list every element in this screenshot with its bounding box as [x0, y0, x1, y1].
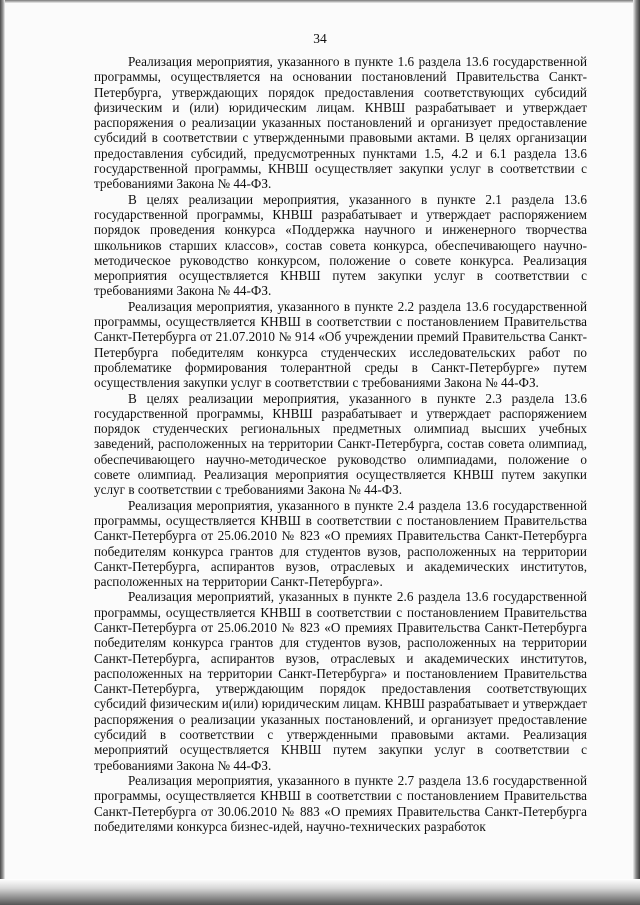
page-number: 34 [313, 31, 327, 46]
paragraph: Реализация мероприятий, указанных в пункте 2.6 раздела 13.6 государственной программы, осуществляется КНВШ в соответствии с постановлением Правительства Санкт-Петербурга от 25.06.2010 № 823 «О премиях Правительства Санкт-Петербурга победителям конкурса грантов для студентов вузов, расположенных на территории Санкт-Петербурга, аспирантов вузов, отраслевых и академических институтов, расположенных на территории Санкт-Петербурга» и постановлением Правительства Санкт-Петербурга, утверждающим порядок предоставления соответствующих субсидий физическим и(или) юридическим лицам. КНВШ разрабатывает и утверждает распоряжения о реализации указанных постановлений, и организует предоставление субсидий в соответствии с утвержденными правовыми актами. Реализация мероприятий осуществляется КНВШ путем закупки услуг в соответствии с требованиями Закона № 44-ФЗ. [94, 589, 587, 773]
paragraph: Реализация мероприятия, указанного в пункте 1.6 раздела 13.6 государственной программы, осуществляется на основании постановлений Правительства Санкт-Петербурга, утверждающих порядок предоставления соответствующих субсидий физическим и (или) юридическим лицам. КНВШ разрабатывает и утверждает распоряжения о реализации указанных постановлений и организует предоставление субсидий в соответствии с утвержденными правовыми актами. В целях организации предоставления субсидий, предусмотренных пунктами 1.5, 4.2 и 6.1 раздела 13.6 государственной программы, КНВШ осуществляет закупки услуг в соответствии с требованиями Закона № 44-ФЗ. [94, 54, 587, 192]
paragraph: Реализация мероприятия, указанного в пункте 2.2 раздела 13.6 государственной программы, осуществляется КНВШ в соответствии с постановлением Правительства Санкт-Петербурга от 21.07.2010 № 914 «Об учреждении премий Правительства Санкт-Петербурга победителям конкурса студенческих исследовательских работ по проблематике формирования толерантной среды в Санкт-Петербурге» путем осуществления закупки услуг в соответствии с требованиями Закона № 44-ФЗ. [94, 298, 587, 391]
paragraph: Реализация мероприятия, указанного в пункте 2.7 раздела 13.6 государственной программы, осуществляется КНВШ в соответствии с постановлением Правительства Санкт-Петербурга от 30.06.2010 № 883 «О премиях Правительства Санкт-Петербурга победителями конкурса бизнес-идей, научно-технических разработок [94, 772, 587, 834]
scan-left-edge [0, 0, 5, 905]
scan-top-edge [0, 0, 640, 3]
document-body [94, 54, 587, 834]
paragraph: Реализация мероприятия, указанного в пункте 2.4 раздела 13.6 государственной программы, осуществляется КНВШ в соответствии с постановлением Правительства Санкт-Петербурга от 25.06.2010 № 823 «О премиях Правительства Санкт-Петербурга победителям конкурса грантов для студентов вузов, расположенных на территории Санкт-Петербурга, аспирантов вузов, отраслевых и академических институтов, расположенных на территории Санкт-Петербурга». [94, 497, 587, 590]
paragraph: В целях реализации мероприятия, указанного в пункте 2.1 раздела 13.6 государственной программы, КНВШ разрабатывает и утверждает распоряжением порядок проведения конкурса «Поддержка научного и инженерного творчества школьников старших классов», состав совета конкурса, обеспечивающего научно-методическое руководство конкурсом, положение о совете конкурса. Реализация мероприятия осуществляется КНВШ путем закупки услуг в соответствии с требованиями Закона № 44-ФЗ. [94, 191, 587, 299]
paragraph: В целях реализации мероприятия, указанного в пункте 2.3 раздела 13.6 государственной программы, КНВШ разрабатывает и утверждает распоряжением порядок студенческих региональных предметных олимпиад высших учебных заведений, расположенных на территории Санкт-Петербурга, состав совета олимпиад, обеспечивающего научно-методическое руководство олимпиадами, положение о совете олимпиад. Реализация мероприятия осуществляется КНВШ путем закупки услуг в соответствии с требованиями Закона № 44-ФЗ. [94, 390, 587, 498]
scan-right-edge [633, 0, 640, 905]
scan-bottom-edge [0, 879, 640, 905]
